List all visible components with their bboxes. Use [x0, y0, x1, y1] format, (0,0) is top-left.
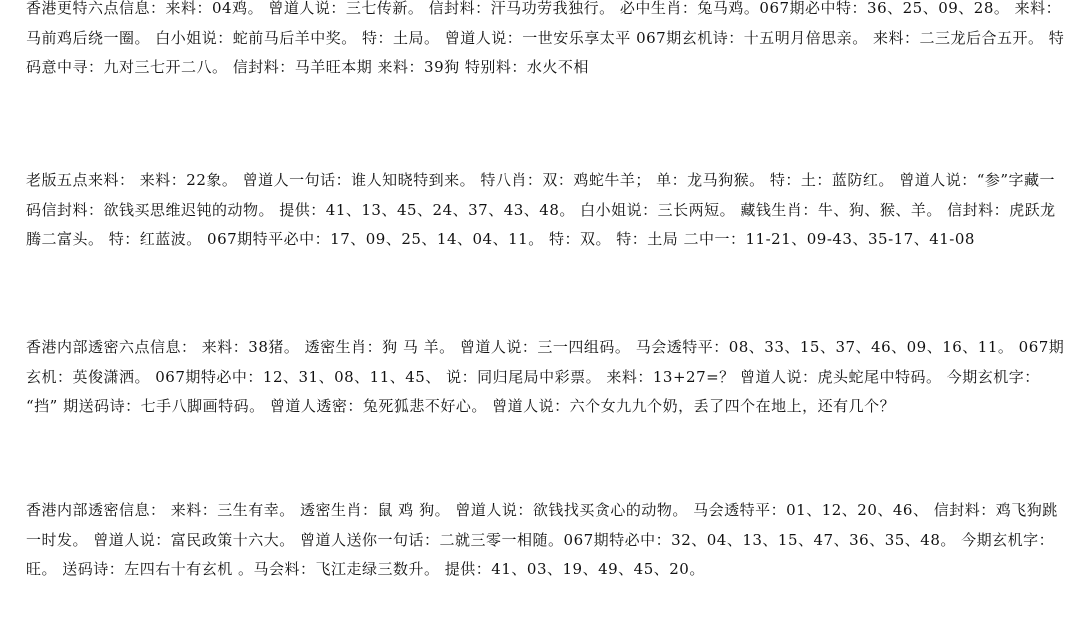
info-block-old-version-5pm: 老版五点来料： 来料：22象。 曾道人一句话：谁人知晓特到来。 特八肖：双：鸡蛇牛羊； 单：龙马狗猴。 特：土：蓝防红。 曾道人说：“参”字藏一码信封料：欲钱买思维迟钝的动物。 提供：41、13、45、24、37、43、48。 白小姐说：三长两短。 藏钱生肖：牛、狗、猴、羊。 信封料：虎跃龙腾二富头。 特：红蓝波。 067期特平必中：17、09、25、14、04、11。 特：双。 特：土局 二中一：11-21、09-43、35-17、41-08	[26, 171, 1056, 248]
info-block-hk-insider-6pm: 香港内部透密六点信息： 来料：38猪。 透密生肖：狗 马 羊。 曾道人说：三一四组码。 马会透特平：08、33、15、37、46、09、16、11。 067期玄机：英俊潇洒。 067期特必中：12、31、08、11、45、 说：同归尾局中彩票。 来料：13+27=？ 曾道人说：虎头蛇尾中特码。 今期玄机字： “挡” 期送码诗：七手八脚画特码。 曾道人透密：兔死狐悲不好心。 曾道人说：六个女九九个奶，丢了四个在地上，还有几个？	[26, 338, 1065, 415]
info-block-hk-special-6pm: 香港更特六点信息：来料：04鸡。 曾道人说：三七传新。 信封料：汗马功劳我独行。 必中生肖：兔马鸡。067期必中特：36、25、09、28。 来料：马前鸡后绕一圈。 白小姐说：蛇前马后羊中奖。 特：土局。 曾道人说：一世安乐享太平 067期玄机诗：十五明月倍思亲。 来料：二三龙后合五开。 特码意中寻：九对三七开二八。 信封料：马羊旺本期 来料：39狗 特别料：水火不相	[26, 0, 1065, 76]
info-block-hk-insider: 香港内部透密信息： 来料：三生有幸。 透密生肖：鼠 鸡 狗。 曾道人说：欲钱找买贪心的动物。 马会透特平：01、12、20、46、 信封料：鸡飞狗跳一时发。 曾道人说：富民政策十六大。 曾道人送你一句话：二就三零一相随。067期特必中：32、04、13、15、47、36、35、48。 今期玄机字：旺。 送码诗：左四右十有玄机 。马会料：飞江走绿三数升。 提供：41、03、19、49、45、20。	[26, 501, 1058, 578]
